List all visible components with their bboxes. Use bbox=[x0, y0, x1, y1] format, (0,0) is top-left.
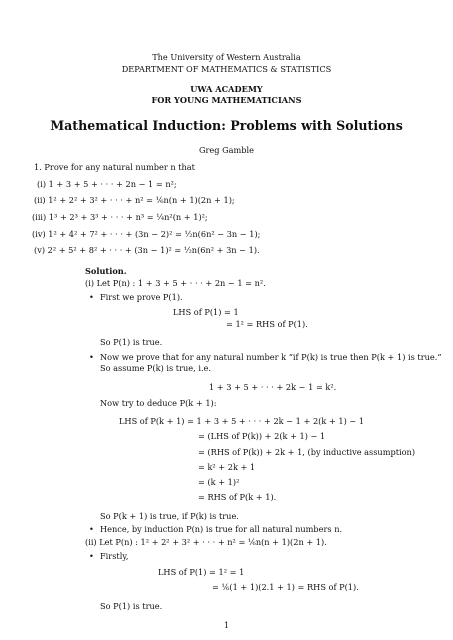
solution-line: LHS of P(1) = 1² = 1 bbox=[158, 567, 245, 577]
solution-line: = (k + 1)² bbox=[198, 477, 240, 487]
solution-line: LHS of P(1) = 1 bbox=[173, 307, 239, 317]
solution-line: So assume P(k) is true, i.e. bbox=[100, 363, 211, 373]
problem-intro: 1. Prove for any natural number n that bbox=[34, 162, 195, 172]
solution-line: = (LHS of P(k)) + 2(k + 1) − 1 bbox=[198, 431, 326, 441]
solution-line: So P(k + 1) is true, if P(k) is true. bbox=[100, 511, 239, 521]
problem-item-i: (i) 1 + 3 + 5 + · · · + 2n − 1 = n²; bbox=[37, 179, 177, 189]
problem-item-ii: (ii) 1² + 2² + 3² + · · · + n² = ⅙n(n + 1)(2n + 1); bbox=[34, 195, 235, 205]
problem-item-iv: (iv) 1² + 4² + 7² + · · · + (3n − 2)² = ½n(6n² − 3n − 1); bbox=[32, 229, 261, 239]
solution-line: • Now we prove that for any natural number k “if P(k) is true then P(k + 1) is true.” bbox=[100, 352, 442, 362]
page-title: Mathematical Induction: Problems with Solutions bbox=[50, 118, 403, 133]
solution-line: = k² + 2k + 1 bbox=[198, 462, 256, 472]
university-name: The University of Western Australia bbox=[152, 52, 301, 62]
solution-line: (ii) Let P(n) : 1² + 2² + 3² + · · · + n² = ⅙n(n + 1)(2n + 1). bbox=[85, 537, 327, 547]
solution-line: • Hence, by induction P(n) is true for all natural numbers n. bbox=[100, 524, 342, 534]
solution-line: LHS of P(k + 1) = 1 + 3 + 5 + · · · + 2k − 1 + 2(k + 1) − 1 bbox=[119, 416, 365, 426]
solution-line: = ⅙(1 + 1)(2.1 + 1) = RHS of P(1). bbox=[212, 582, 359, 592]
solution-line: Now try to deduce P(k + 1): bbox=[100, 398, 217, 408]
problem-item-iii: (iii) 1³ + 2³ + 3³ + · · · + n³ = ¼n²(n + 1)²; bbox=[32, 212, 208, 222]
solution-line: = RHS of P(k + 1). bbox=[198, 492, 277, 502]
solution-heading: Solution. bbox=[85, 266, 127, 276]
solution-line: 1 + 3 + 5 + · · · + 2k − 1 = k². bbox=[209, 382, 337, 392]
solution-line: • Firstly, bbox=[100, 551, 128, 561]
solution-line: (i) Let P(n) : 1 + 3 + 5 + · · · + 2n − 1 = n². bbox=[85, 278, 266, 288]
solution-line: = 1² = RHS of P(1). bbox=[226, 319, 308, 329]
academy-line-2: FOR YOUNG MATHEMATICIANS bbox=[151, 95, 302, 105]
problem-item-v: (v) 2² + 5² + 8² + · · · + (3n − 1)² = ½n(6n² + 3n − 1). bbox=[34, 245, 260, 255]
solution-line: • First we prove P(1). bbox=[100, 292, 183, 302]
department-name: DEPARTMENT OF MATHEMATICS & STATISTICS bbox=[121, 64, 332, 74]
academy-line-1: UWA ACADEMY bbox=[190, 84, 263, 94]
solution-line: So P(1) is true. bbox=[100, 601, 163, 611]
solution-line: So P(1) is true. bbox=[100, 337, 163, 347]
page-number: 1 bbox=[223, 620, 230, 630]
solution-line: = (RHS of P(k)) + 2k + 1, (by inductive assumption) bbox=[198, 447, 416, 457]
author: Greg Gamble bbox=[198, 145, 255, 155]
